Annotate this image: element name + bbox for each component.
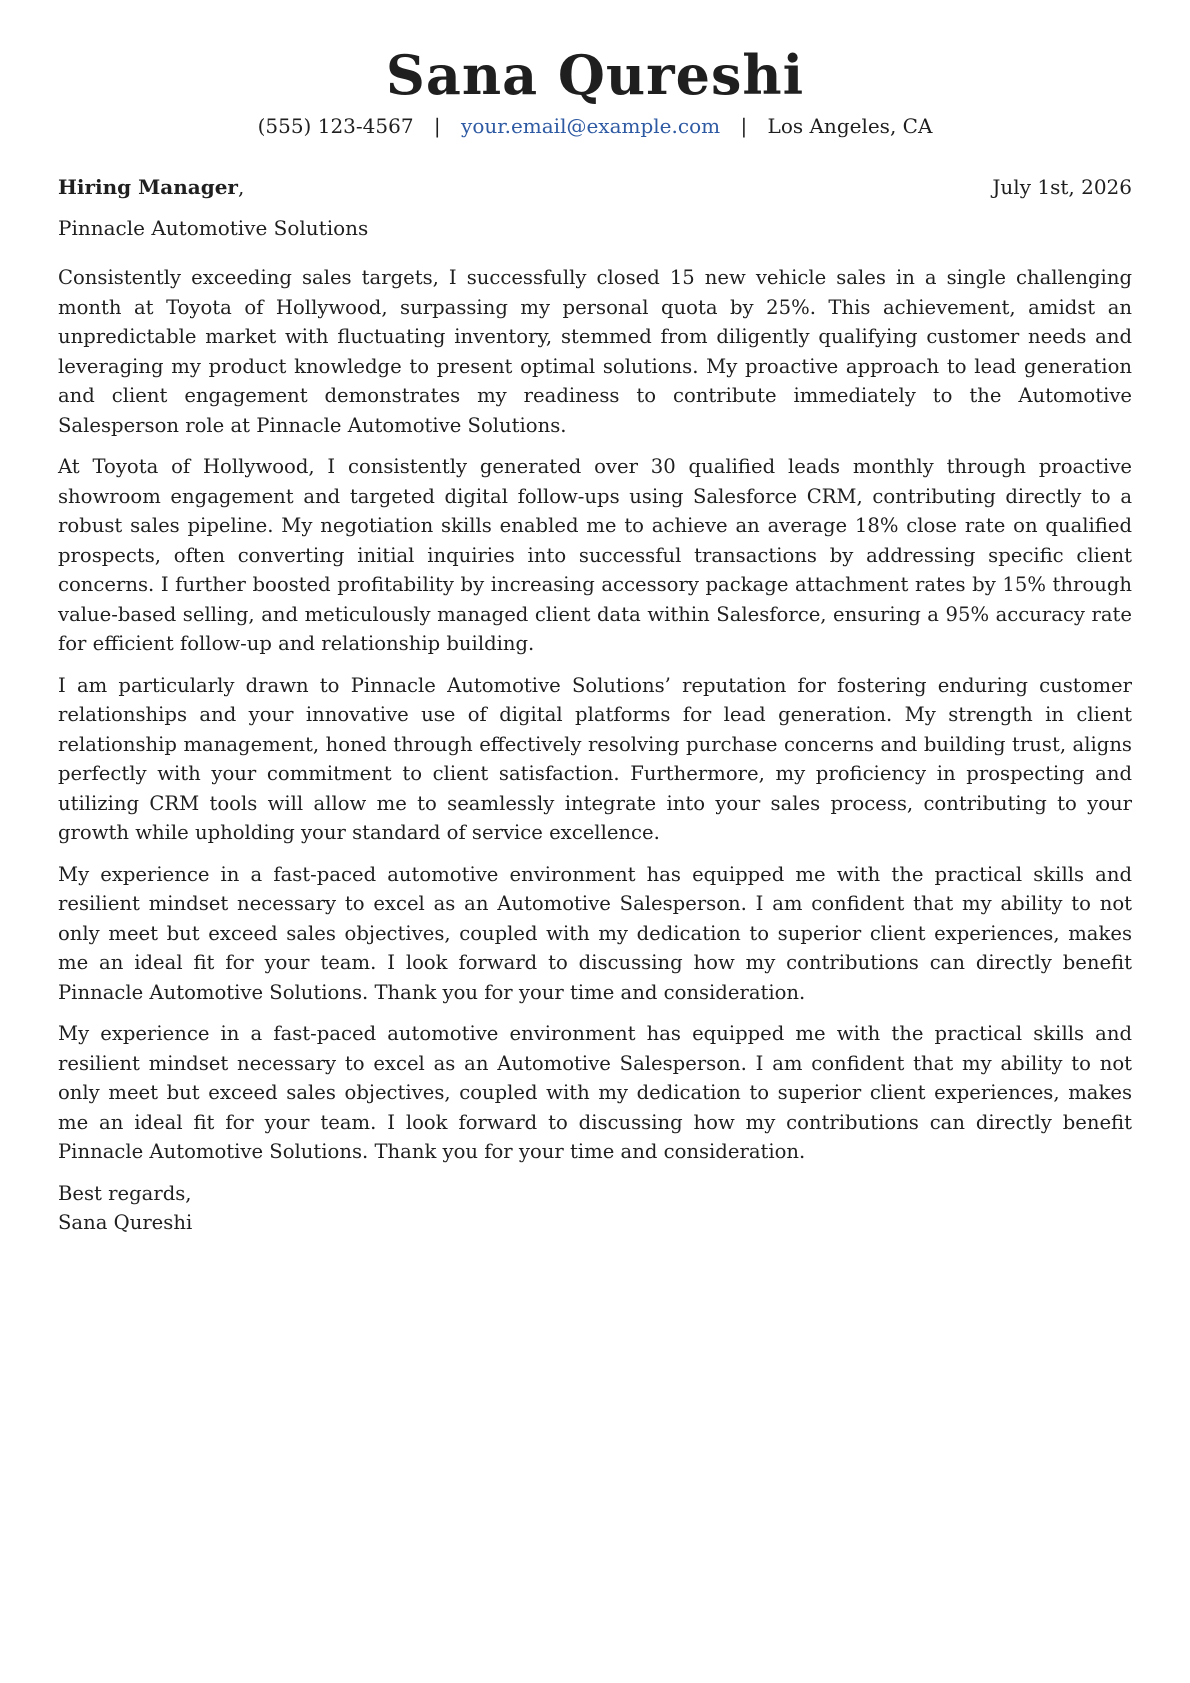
closing-salutation: Best regards, [58,1181,192,1205]
body-paragraph: My experience in a fast-paced automotive environment has equipped me with the practical skills and resilient mindset necessary to excel as an Automotive Salesperson. I am confident that my ability to not only meet but exceed sales objectives, coupled with my dedication to superior client experiences, makes me an ideal fit for your team. I look forward to discussing how my contributions can directly benefit Pinnacle Automotive Solutions. Thank you for your time and consideration. [58,1022,1132,1163]
closing-signature: Sana Qureshi [58,1211,193,1234]
letter-date: July 1st, 2026 [992,175,1132,199]
recipient-company: Pinnacle Automotive Solutions [58,216,369,240]
body-paragraph: Consistently exceeding sales targets, I successfully closed 15 new vehicle sales in a single challenging month at Toyota of Hollywood, surpassing my personal quota by 25%. This achievement, amidst an unpredictable market with fluctuating inventory, stemmed from diligently qualifying customer needs and leveraging my product knowledge to present optimal solutions. My proactive approach to lead generation and client engagement demonstrates my readiness to contribute immediately to the Automotive Salesperson role at Pinnacle Automotive Solutions. [58,266,1132,437]
contact-separator: | [740,114,748,138]
contact-line [58,114,1132,138]
recipient-greeting [58,175,244,199]
letter-closing [58,1179,1132,1238]
location: Los Angeles, CA [767,114,933,138]
letter-body [58,263,1132,1167]
body-paragraph: I am particularly drawn to Pinnacle Automotive Solutions’ reputation for fostering enduring customer relationships and your innovative use of digital platforms for lead generation. My strength in client relationship management, honed through effectively resolving purchase concerns and building trust, aligns perfectly with your commitment to client satisfaction. Furthermore, my proficiency in prospecting and utilizing CRM tools will allow me to seamlessly integrate into your sales process, contributing to your growth while upholding your standard of service excellence. [58,673,1132,844]
body-paragraph: At Toyota of Hollywood, I consistently generated over 30 qualified leads monthly through proactive showroom engagement and targeted digital follow-ups using Salesforce CRM, contributing directly to a robust sales pipeline. My negotiation skills enabled me to achieve an average 18% close rate on qualified prospects, often converting initial inquiries into successful transactions by addressing specific client concerns. I further boosted profitability by increasing accessory package attachment rates by 15% through value-based selling, and meticulously managed client data within Salesforce, ensuring a 95% accuracy rate for efficient follow-up and relationship building. [58,455,1132,655]
body-paragraph: My experience in a fast-paced automotive environment has equipped me with the practical skills and resilient mindset necessary to excel as an Automotive Salesperson. I am confident that my ability to not only meet but exceed sales objectives, coupled with my dedication to superior client experiences, makes me an ideal fit for your team. I look forward to discussing how my contributions can directly benefit Pinnacle Automotive Solutions. Thank you for your time and consideration. [58,862,1132,1004]
recipient-date-row [58,175,1132,199]
email-link[interactable]: your.email@example.com [461,114,721,138]
recipient-name: Hiring Manager [58,175,238,199]
contact-separator: | [433,114,441,138]
applicant-name: Sana Qureshi [385,43,805,107]
recipient-name-suffix: , [237,175,245,199]
phone-number: (555) 123-4567 [257,114,414,138]
